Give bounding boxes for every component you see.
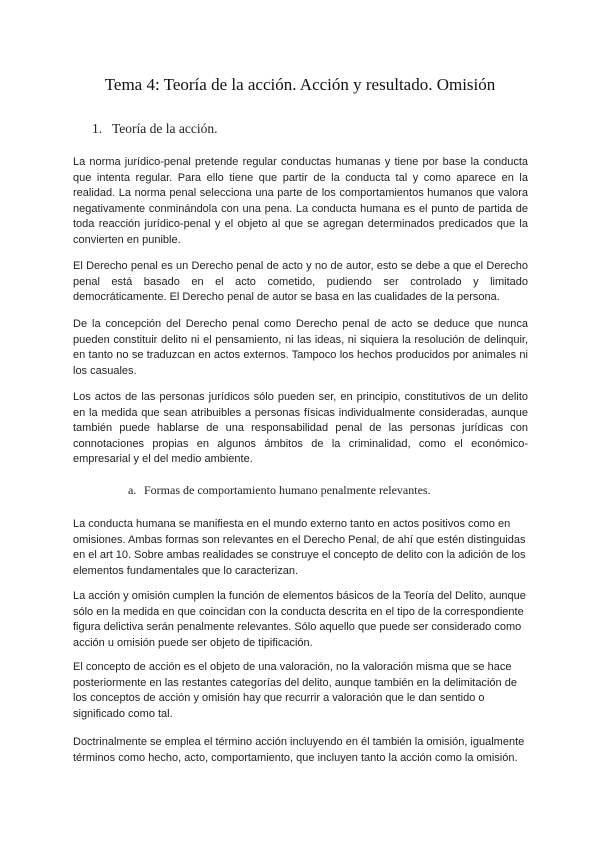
section-number: 1. <box>92 121 103 136</box>
paragraph: La acción y omisión cumplen la función de elementos básicos de la Teoría del Delito, aunque sólo en la medida en que coincidan con la conducta descrita en el tipo de la correspondiente figura delictiva serán penalmente relevantes. Sólo aquello que puede ser considerado como acción u omisión puede ser objeto de tipificación. <box>73 590 526 649</box>
subsection-heading-text: Formas de comportamiento humano penalmente relevantes. <box>144 483 431 497</box>
paragraph: El concepto de acción es el objeto de una valoración, no la valoración misma que se hace posteriormente en las restantes categorías del delito, aunque también en la delimitación de los conceptos de acción y omisión hay que recurrir a valoración que le dan sentido o significado como tal. <box>73 661 517 720</box>
subsection-letter: a. <box>128 483 137 497</box>
paragraph: Doctrinalmente se emplea el término acción incluyendo en él también la omisión, igualmente términos como hecho, acto, comportamiento, que incluyen tanto la acción como la omisión. <box>73 736 525 764</box>
page-title: Tema 4: Teoría de la acción. Acción y resultado. Omisión <box>104 75 496 94</box>
section-heading-1 <box>92 120 218 138</box>
paragraph: La norma jurídico-penal pretende regular conductas humanas y tiene por base la conducta que intenta regular. Para ello tiene que partir de la conducta tal y como aparece en la realidad. La norma penal selecciona una parte de los comportamientos humanos que valora negativamente conminándola con una pena. La conducta humana es el punto de partida de toda reacción jurídico-penal y el objeto al que se agregan determinados predicados que la convierten en punible. <box>73 156 528 246</box>
paragraph: El Derecho penal es un Derecho penal de acto y no de autor, esto se debe a que el Derecho penal está basado en el acto cometido, pudiendo ser controlado y limitado democráticamente. El Derecho penal de autor se basa en las cualidades de la persona. <box>73 260 528 304</box>
paragraph: La conducta humana se manifiesta en el mundo externo tanto en actos positivos como en omisiones. Ambas formas son relevantes en el Derecho Penal, de ahí que estén distinguidas en el art 10. Sobre ambas realidades se construye el concepto de delito con la adición de los elementos fundamentales que lo caracterizan. <box>73 518 526 577</box>
subsection-heading-a <box>128 482 431 498</box>
section-heading-text: Teoría de la acción. <box>112 121 218 136</box>
paragraph: De la concepción del Derecho penal como Derecho penal de acto se deduce que nunca pueden constituir delito ni el pensamiento, ni las ideas, ni siquiera la resolución de delinquir, en tanto no se traduzcan en actos externos. Tampoco los hechos producidos por animales ni los casuales. <box>73 318 528 377</box>
paragraph: Los actos de las personas jurídicos sólo pueden ser, en principio, constitutivos de un delito en la medida que sean atribuibles a personas físicas individualmente consideradas, aunque también puede hablarse de una responsabilidad penal de las personas jurídicas con connotaciones propias en algunos ámbitos de la criminalidad, como el económico-empresarial y el del medio ambiente. <box>73 391 528 466</box>
